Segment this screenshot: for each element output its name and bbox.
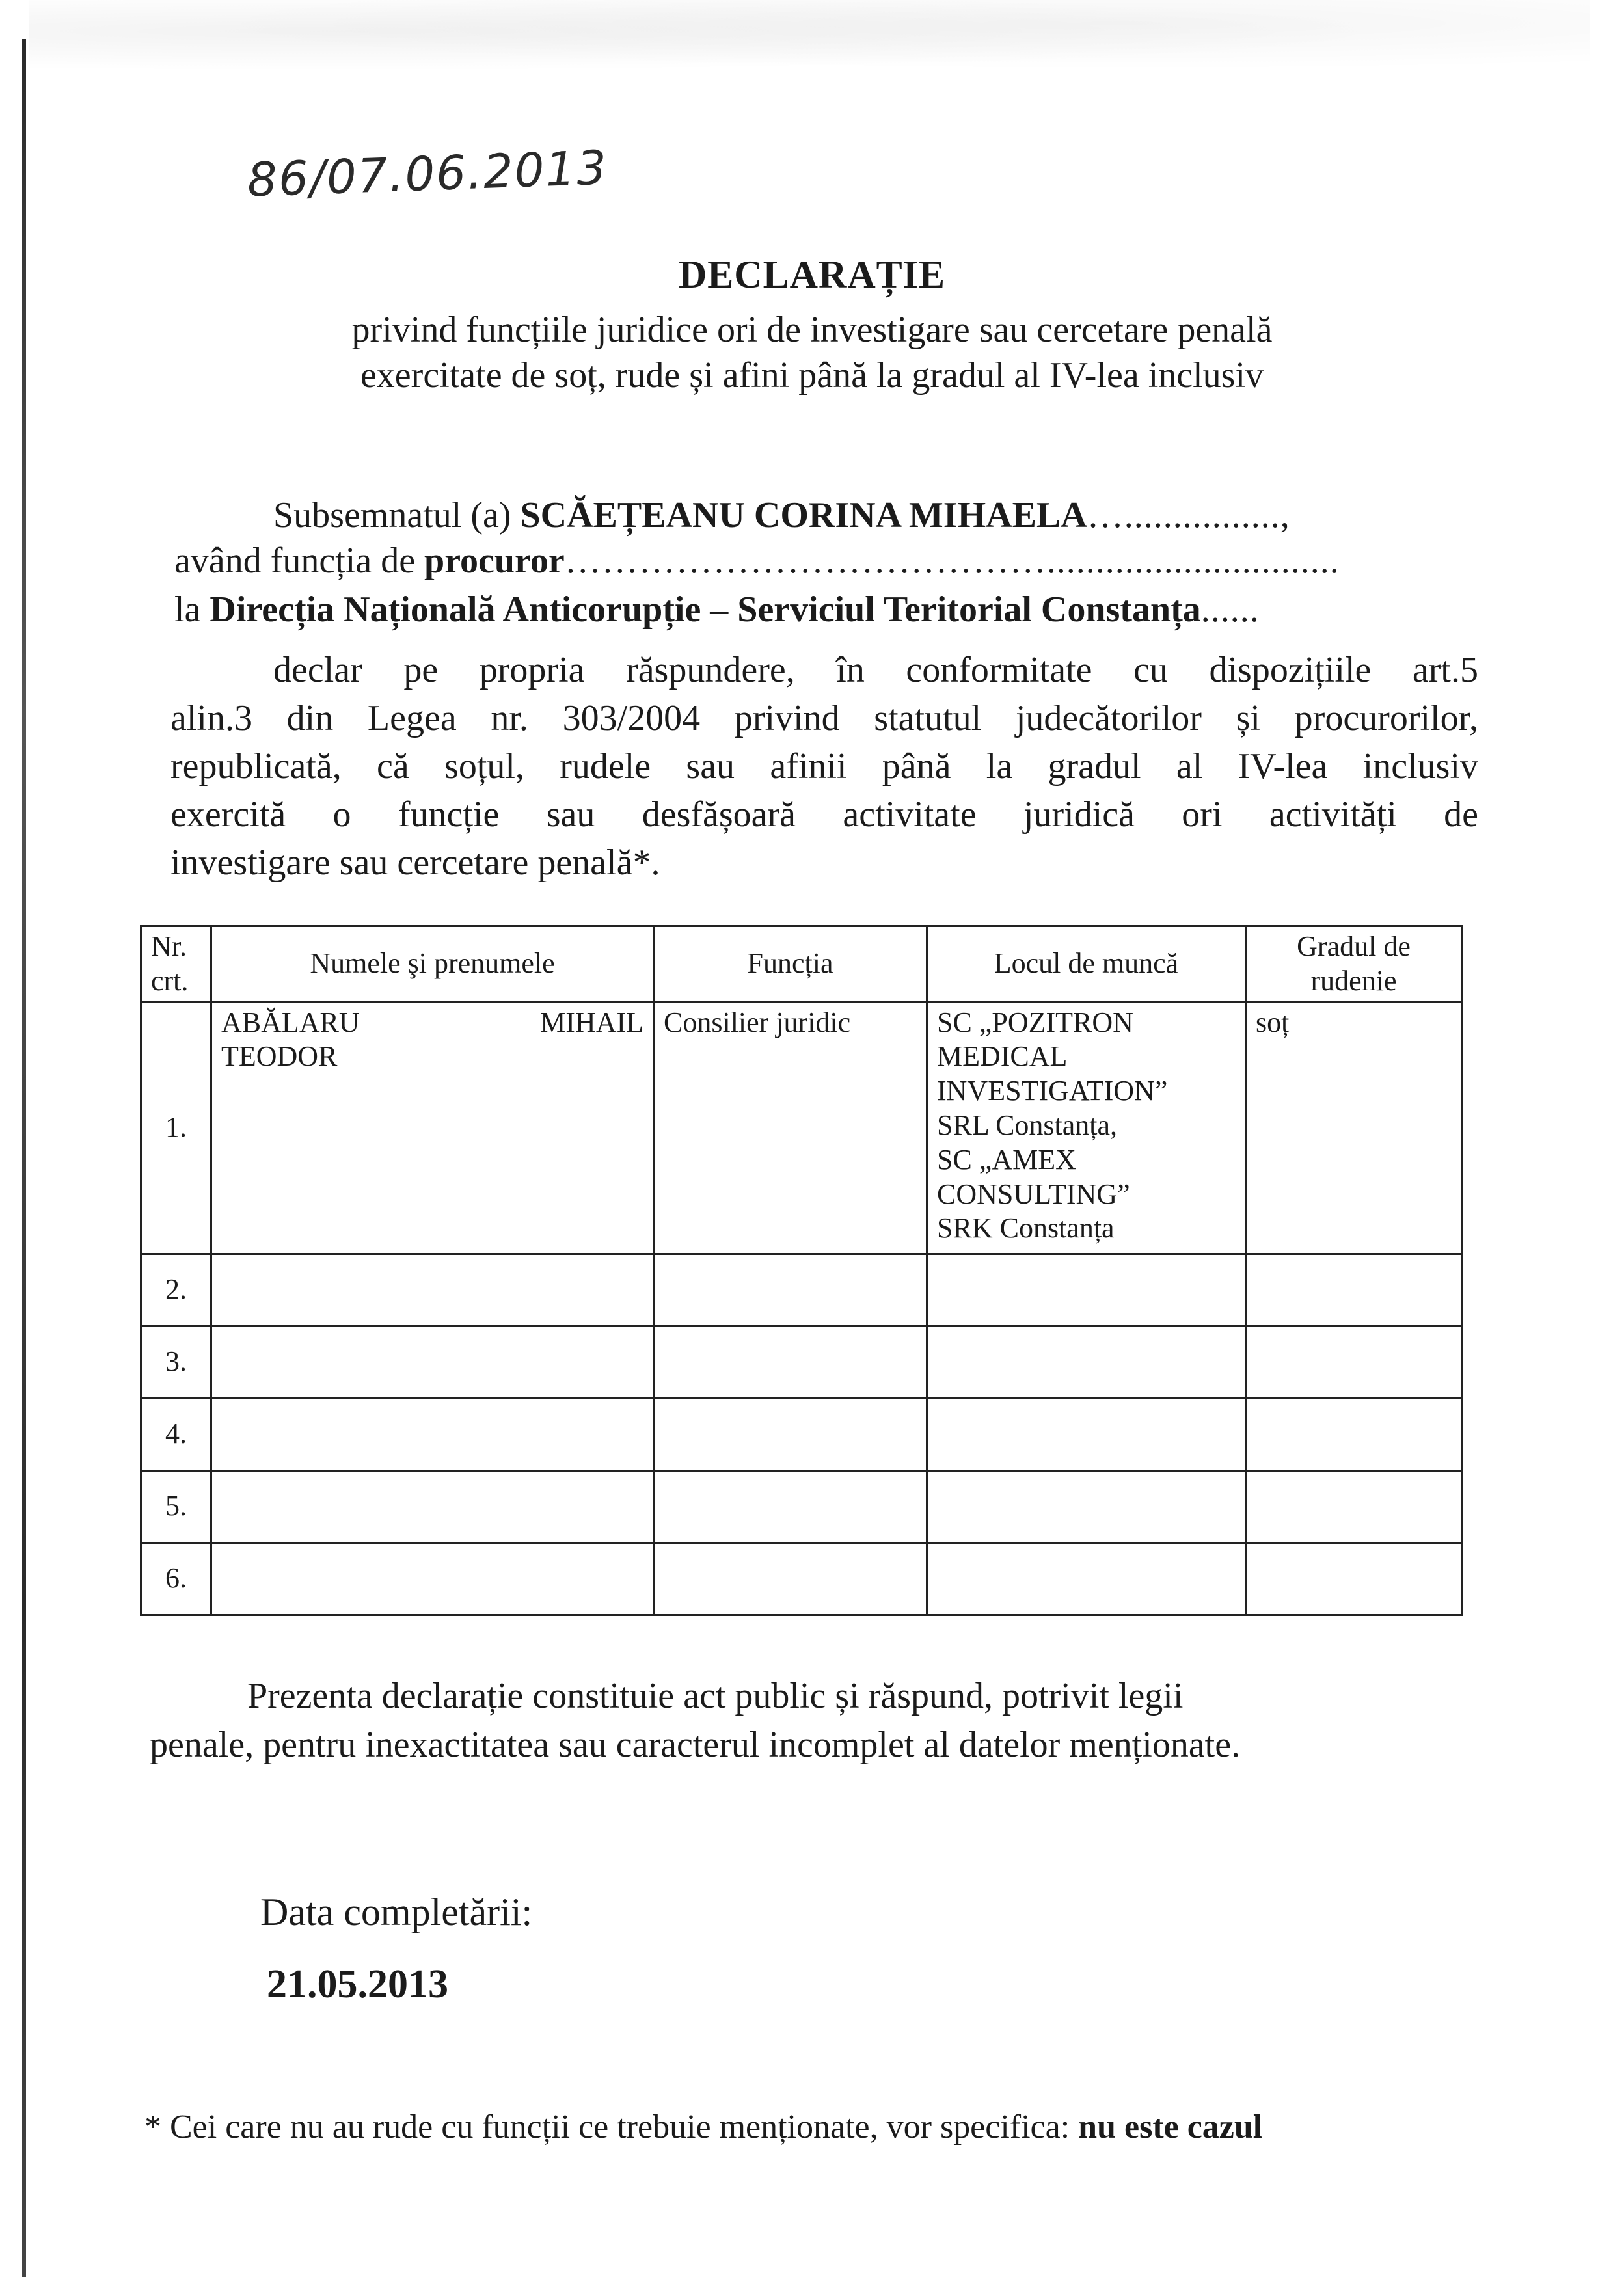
row-workplace (927, 1002, 1246, 1254)
row-degree (1246, 1254, 1462, 1326)
footnote-text: * Cei care nu au rude cu funcții ce trebuie menționate, vor specifica: (144, 2108, 1079, 2146)
row-workplace (927, 1254, 1246, 1326)
body-line-1: declar pe propria răspundere, în conformitate cu dispozițiile art.5 (273, 650, 1478, 690)
row-function (654, 1398, 927, 1470)
institution-dots: ...... (1200, 589, 1260, 630)
footnote-bold: nu este cazul (1078, 2108, 1263, 2146)
table-row (141, 1470, 1462, 1542)
body-line-5: investigare sau cercetare penală*. (170, 842, 660, 883)
row-name (211, 1254, 654, 1326)
workplace-line: SC „AMEX (937, 1143, 1076, 1176)
declarant-function-line (174, 540, 1340, 582)
row-name (211, 1470, 654, 1542)
declarant-intro: Subsemnatul (a) (273, 495, 521, 535)
row-workplace (927, 1470, 1246, 1542)
body-line-3: republicată, că soțul, rudele sau afinii până la gradul al IV-lea inclusiv (170, 746, 1478, 787)
declarant-name-line (273, 494, 1290, 536)
row-nr: 4. (141, 1398, 211, 1470)
table-row (141, 1254, 1462, 1326)
function-dots: ………………………………….............................. (564, 541, 1340, 581)
table-row (141, 1002, 1462, 1254)
row-name-last: TEODOR (221, 1040, 338, 1073)
row-nr: 6. (141, 1542, 211, 1615)
declarant-function: procuror (424, 541, 565, 581)
row-nr: 2. (141, 1254, 211, 1326)
row-degree (1246, 1398, 1462, 1470)
footnote (144, 2108, 1262, 2146)
body-line-4: exercită o funcție sau desfășoară activitate juridică ori activități de (170, 794, 1478, 835)
document-subtitle-line1: privind funcțiile juridice ori de investigare sau cercetare penală (351, 310, 1273, 350)
row-nr: 5. (141, 1470, 211, 1542)
function-prefix: având funcția de (174, 541, 425, 581)
row-function (654, 1542, 927, 1615)
workplace-line: SRK Constanța (937, 1212, 1115, 1245)
date-value: 21.05.2013 (267, 1962, 448, 2006)
row-name (211, 1002, 654, 1254)
date-label: Data completării: (260, 1891, 533, 1933)
declarant-institution-line (174, 589, 1260, 630)
declarant-name: SCĂEȚEANU CORINA MIHAELA (520, 495, 1087, 535)
row-name-first: ABĂLARU (221, 1006, 360, 1038)
row-workplace (927, 1326, 1246, 1398)
row-function (654, 1470, 927, 1542)
row-degree (1246, 1470, 1462, 1542)
row-nr: 3. (141, 1326, 211, 1398)
body-line-2: alin.3 din Legea nr. 303/2004 privind statutul judecătorilor și procurorilor, (170, 698, 1478, 738)
row-function (654, 1326, 927, 1398)
institution-prefix: la (174, 589, 210, 630)
table-row (141, 1542, 1462, 1615)
relatives-table (140, 925, 1463, 1616)
row-name (211, 1542, 654, 1615)
document-subtitle-line2: exercitate de soț, rude și afini până la gradul al IV-lea inclusiv (360, 355, 1264, 396)
workplace-line: INVESTIGATION” (937, 1075, 1168, 1107)
row-workplace (927, 1542, 1246, 1615)
workplace-line: MEDICAL (937, 1040, 1068, 1073)
workplace-line: SRL Constanța, (937, 1109, 1118, 1141)
scan-noise (29, 0, 1590, 78)
declarant-name-dots: …................, (1087, 495, 1290, 535)
closing-line-1: Prezenta declarație constituie act public și răspund, potrivit legii (247, 1676, 1184, 1716)
header-function: Funcția (654, 926, 927, 1003)
row-name (211, 1326, 654, 1398)
header-workplace: Locul de muncă (927, 926, 1246, 1003)
row-degree: soț (1246, 1002, 1462, 1254)
row-degree (1246, 1326, 1462, 1398)
registration-number-handwritten: 86/07.06.2013 (246, 140, 609, 208)
closing-line-2: penale, pentru inexactitatea sau caracterul incomplet al datelor menționate. (150, 1725, 1241, 1765)
row-function: Consilier juridic (654, 1002, 927, 1254)
header-degree: Gradul de rudenie (1246, 926, 1462, 1003)
row-name (211, 1398, 654, 1470)
document-title: DECLARAȚIE (678, 253, 946, 296)
table-header-row (141, 926, 1462, 1003)
row-function (654, 1254, 927, 1326)
workplace-line: CONSULTING” (937, 1178, 1130, 1210)
row-name-middle: MIHAIL (540, 1006, 643, 1038)
table-row (141, 1398, 1462, 1470)
header-nr: Nr. crt. (141, 926, 211, 1003)
row-nr: 1. (141, 1002, 211, 1254)
table-row (141, 1326, 1462, 1398)
row-workplace (927, 1398, 1246, 1470)
declarant-institution: Direcția Națională Anticorupție – Serviciul Teritorial Constanța (210, 589, 1201, 630)
workplace-line: SC „POZITRON (937, 1006, 1133, 1038)
header-name: Numele şi prenumele (211, 926, 654, 1003)
row-degree (1246, 1542, 1462, 1615)
